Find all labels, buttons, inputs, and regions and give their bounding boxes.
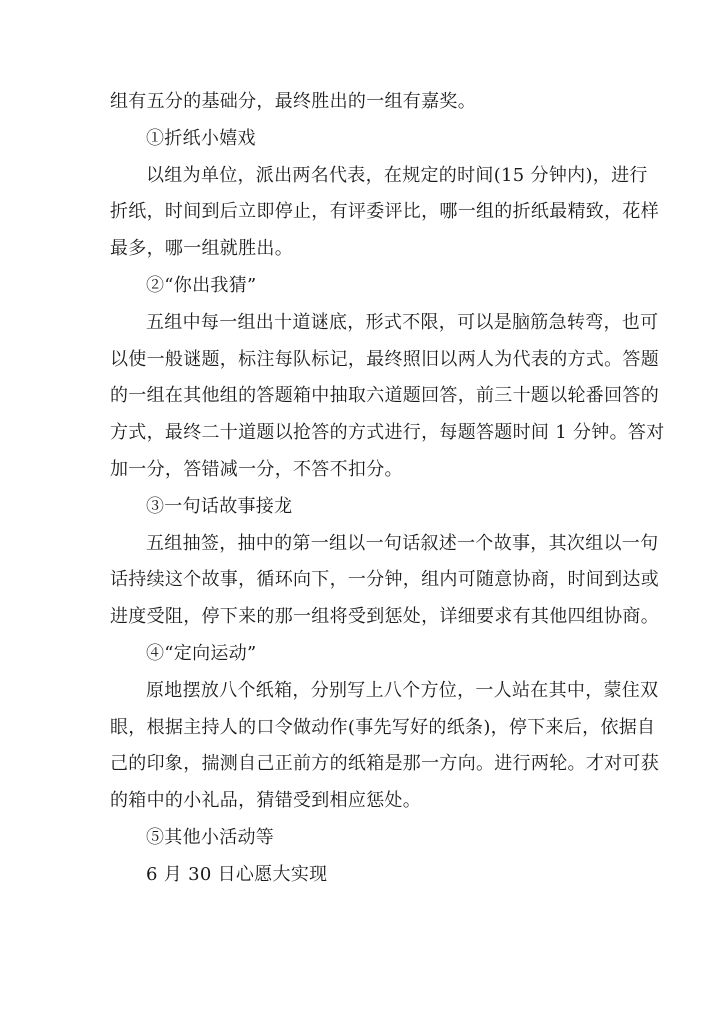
text-line: 眼，根据主持人的口令做动作(事先写好的纸条)，停下来后，依据自 [110,716,656,738]
text-line: 己的印象，揣测自己正前方的纸箱是那一方向。进行两轮。才对可获 [110,753,659,775]
text-line: 五组中每一组出十道谜底，形式不限，可以是脑筋急转弯，也可 [146,311,659,333]
text-line: 五组抽签，抽中的第一组以一句话叙述一个故事，其次组以一句 [146,532,659,554]
document-body [110,84,665,894]
text-line: 以使一般谜题，标注每队标记，最终照旧以两人为代表的方式。答题 [110,348,659,370]
text-line: 进度受阻，停下来的那一组将受到惩处，详细要求有其他四组协商。 [110,606,659,628]
text-line: 加一分，答错减一分，不答不扣分。 [110,458,403,480]
text-line: 的箱中的小礼品，猜错受到相应惩处。 [110,790,422,812]
text-line: 以组为单位，派出两名代表，在规定的时间(15 分钟内)，进行 [146,164,648,186]
text-line: 方式，最终二十道题以抢答的方式进行，每题答题时间 1 分钟。答对 [110,422,665,444]
text-line: 组有五分的基础分，最终胜出的一组有嘉奖。 [110,91,476,112]
text-line: 的一组在其他组的答题箱中抽取六道题回答，前三十题以轮番回答的 [110,385,659,407]
text-line: 最多，哪一组就胜出。 [110,238,293,260]
section-heading: ⑤其他小活动等 [146,826,275,848]
section-heading: ④“定向运动” [146,642,257,664]
text-line: 话持续这个故事，循环向下，一分钟，组内可随意协商，时间到达或 [110,569,659,591]
section-heading: ②“你出我猜” [146,274,257,296]
text-line: 原地摆放八个纸箱，分别写上八个方位，一人站在其中，蒙住双 [146,679,659,701]
text-line: 折纸，时间到后立即停止，有评委评比，哪一组的折纸最精致，花样 [110,201,659,223]
date-heading: 6 月 30 日心愿大实现 [146,863,328,885]
section-heading: ③一句话故事接龙 [146,495,293,517]
section-heading: ①折纸小嬉戏 [146,127,256,149]
